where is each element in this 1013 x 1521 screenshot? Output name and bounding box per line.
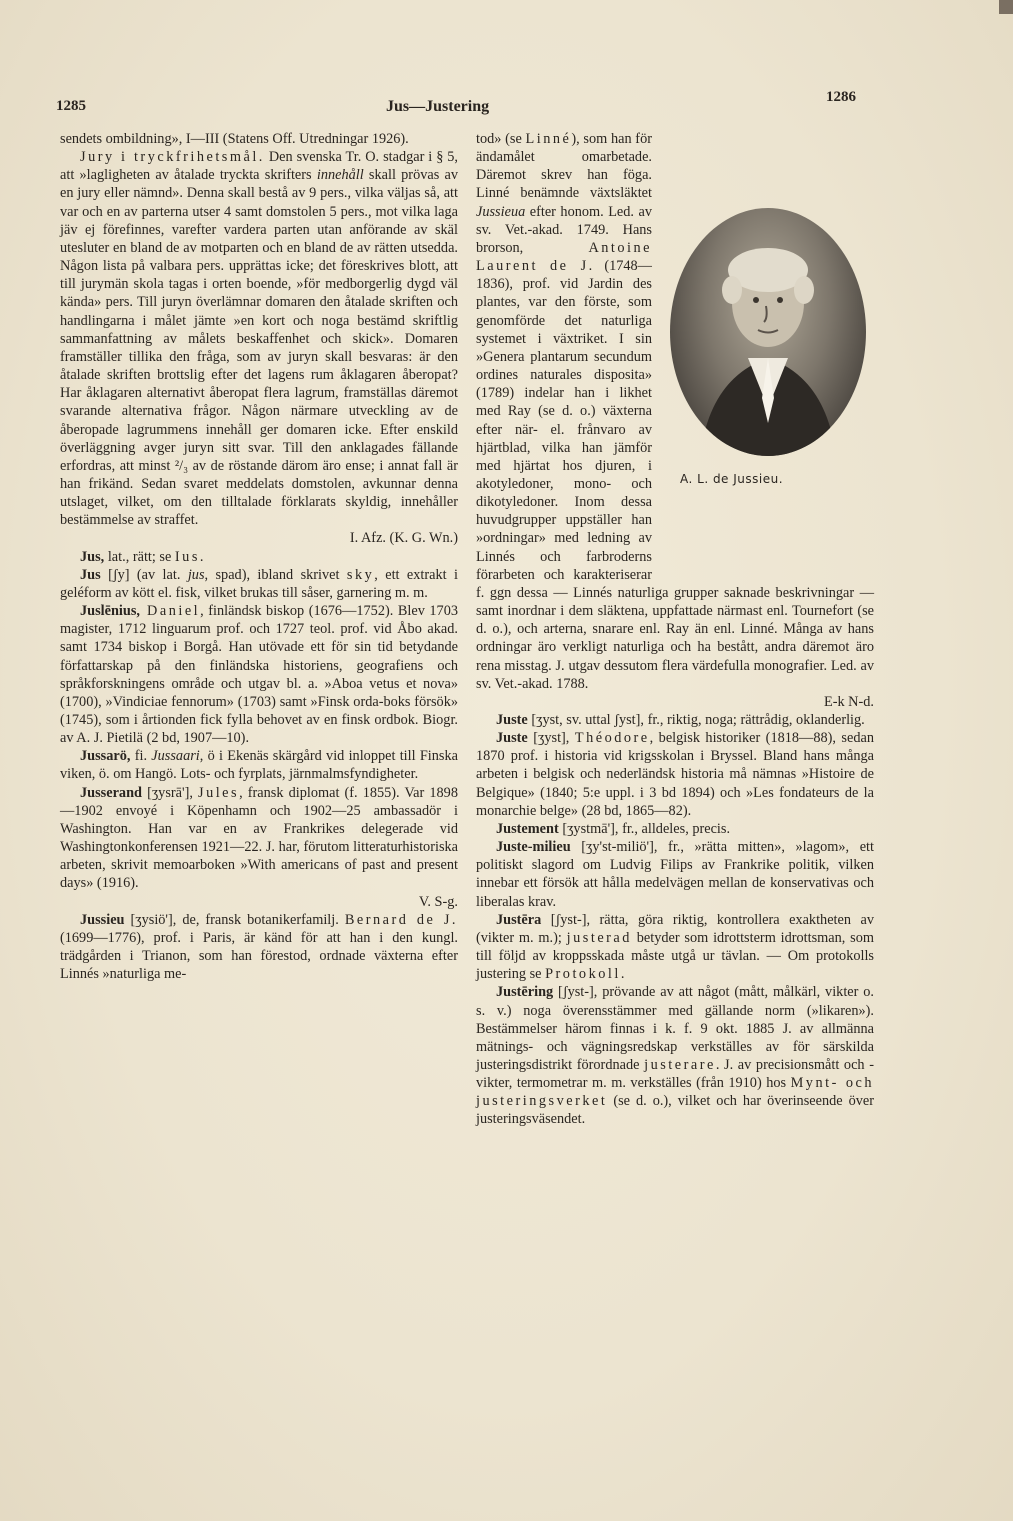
entry-jus-1: Jus, lat., rätt; se Ius. bbox=[80, 548, 204, 565]
entry-jus-2: Jus [ʃy] (av lat. jus, spad), ibland skrivet sky, ett extrakt i geléform av kött el. fisk, vilket brukas till såser, garnering m. m. bbox=[60, 566, 458, 601]
entry-juste-2: Juste [ʒyst], Théodore, belgisk historiker (1818—88), sedan 1870 prof. i historia vid krigsskolan i Bryssel. Bland hans många arbeten i belgisk och nederländsk historia må nämnas »Histoire de Belgique» (1840; 5:e uppl. i 3 bd 1894) och »Les fondateurs de la monarchie belge» (28 bd, 1865—82). bbox=[476, 730, 874, 819]
headword: Jus bbox=[80, 566, 101, 583]
right-column bbox=[476, 130, 874, 1129]
cross-reference: Protokoll bbox=[545, 966, 621, 983]
cross-reference: Ius bbox=[174, 548, 200, 565]
author-signature: I. Afz. (K. G. Wn.) bbox=[349, 530, 458, 547]
headword: Juste bbox=[496, 712, 528, 728]
page-title: Jus—Justering bbox=[386, 98, 490, 115]
headword: Jusserand bbox=[80, 784, 142, 801]
entry-justement: Justement [ʒystmā'], fr., alldeles, precis. bbox=[496, 820, 731, 837]
paragraph-continuation: tod» (se Linné), som han för ändamålet omarbetade. Däremot skrev han föga. Linné benämnde växtsläktet Jussieua efter honom. Led. av sv. Vet.-akad. 1749. Hans brorson, Antoine Laurent de J. (1748—1836), prof. vid Jardin des plantes, var den förste, som genomförde det naturliga systemet i växtriket. I sin »Genera plantarum secundum ordines naturales disposita» (1789) indelar han i likhet med Ray (se d. o.) växterna efter när- el. frånvaro av hjärtblad, vilka han jämför med hjärtat hos djuren, i akotyledoner, mono- och dikotyledoner. Inom dessa huvudgrupper uppställer han »ordningar» med ledning av Linnés och farbroderns förarbeten och karakteriserar f. ggn dessa — Linnés naturliga grupper saknade beskrivningar — samt inordnar i dem släktena, uppfattade närmast enl. Tournefort (se d. o.), och arterna, snarare enl. Ray än enl. Linné. Många av hans ordningar äro verkligt naturliga och ha bestått, andra däremot äro rena misstag. J. utgav dessutom flera värdefulla monografier. Led. av sv. Vet.-akad. 1788. E-k N-d. bbox=[476, 131, 874, 710]
headword: Juslēnius, bbox=[80, 603, 140, 620]
entry-jussaro: Jussarö, fi. Jussaari, ö i Ekenäs skärgård vid inloppet till Finska viken, ö. om Hangö. Lots- och fyrplats, järnmalmsfyndigheter. bbox=[60, 748, 458, 783]
left-column bbox=[60, 130, 458, 983]
portrait-caption: A. L. de Jussieu. bbox=[680, 472, 784, 486]
entry-jusserand: Jusserand [ʒysrā'], Jules, fransk diplomat (f. 1855). Var 1898—1902 envoyé i Köpenhamn och 1902—25 ambassadör i Washington. Han var en av Frankrikes delegerade vid Washingtonkonferensen 1921—22. J. har, förutom litteraturhistoriska arbeten, skrivit memoarboken »With americans of past and present days» (1916). V. S-g. bbox=[60, 784, 458, 910]
entry-juste-1: Juste [ʒyst, sv. uttal ʃyst], fr., riktig, noga; rättrådig, oklanderlig. bbox=[496, 712, 865, 728]
headword: Juste-milieu bbox=[496, 839, 571, 856]
entry-jussieu: Jussieu [ʒysiö'], de, fransk botanikerfamilj. Bernard de J. (1699—1776), prof. i Paris, är känd för att han i den kungl. trädgården i Trianon, som han förestod, ordnade växterna efter Linnés »naturliga me- bbox=[60, 911, 458, 983]
page-number-right: 1286 bbox=[826, 89, 856, 105]
paragraph-continuation: sendets ombildning», I—III (Statens Off. Utredningar 1926). bbox=[60, 131, 409, 147]
headword: Jury i tryckfrihetsmål. bbox=[80, 149, 265, 166]
entry-juste-milieu: Juste-milieu [ʒy'st-miliö'], fr., »rätta mitten», »lagom», ett politiskt slagord om Ludvig Filips av Frankrike politik, vilken innebar ett försök att hålla medelvägen mellan de konservativas och liberalas krav. bbox=[476, 839, 874, 910]
headword: Jussarö, bbox=[80, 748, 131, 765]
running-header bbox=[56, 89, 876, 119]
author-signature: E-k N-d. bbox=[823, 693, 874, 710]
entry-justering: Justēring [ʃyst-], prövande av att något (mått, målkärl, vikter o. s. v.) noga överensstämmer med gällande norm (»likaren»). Bestämmelser härom finnas i k. f. 9 okt. 1885 J. av allmänna mätnings- och vägningsredskap verkställes av för särskilda justeringsdistrikt förordnade justerare. J. av precisionsmått och -vikter, termometrar m. m. verkställes (från 1910) hos Mynt- och justeringsverket (se d. o.), vilket och har överinseende över justeringsväsendet. bbox=[476, 984, 874, 1128]
headword: Justēra bbox=[496, 911, 542, 928]
portrait-figure bbox=[664, 208, 874, 574]
portrait-image bbox=[670, 208, 866, 456]
headword: Justement bbox=[496, 820, 559, 837]
entry-juslenius: Juslēnius, Daniel, finländsk biskop (1676—1752). Blev 1703 magister, 1712 linguarum prof. och 1727 teol. prof. vid Åbo akad. samt 1734 biskop i Borgå. Han utövade ett för sin tid betydande författarskap på den finländska historiens, geografiens och språkforskningens område och utgav bl. a. »Aboa vetus et nova» (1700), »Vindiciae fennorum» (1703) samt »Finsk orda-boks försök» (1745), som i årtionden fick fylla behovet av en finsk ordbok. Biogr. av A. J. Pietilä (2 bd, 1907—10). bbox=[60, 603, 459, 747]
entry-jury: Jury i tryckfrihetsmål. Den svenska Tr. O. stadgar i § 5, att »lagligheten av åtalade tryckta skrifters innehåll skall prövas av en jury eller nämnd». Denna skall bestå av 9 pers., vilka väljas så, att var och en av parterna utser 4 samt domstolen 5 pers., mot vilka laga jäv ej förefinnes, varefter vardera parten utan anförande av skäl utesluter en bland de av motparten och en bland de av rätten utsedda. Någon lista på valbara pers. upprättas icke; det föreskrives blott, att till jurymän skola tagas i orten boende, »för medborgerlig dygd väl kända» pers. Till juryn överlämnar domaren den åtalade skriften och handlingarna i målet jämte »en kort och noga bestämd skriftlig sammanfattning av målets beskaffenhet och skick». Domaren framställer tillika den fråga, som av juryn skall besvaras: är den åtalade skriften brottslig efter det lagens rum åklagaren åberopat? Har åklagaren alternativt åberopat flera lagrum, framställas däremot svarande alternativa frågor. Någon närmare utveckling av de åberopade lagrummens innehåll ger domaren icke. Efter enskild överläggning avger juryn sitt svar. Till den anklagades fällande erfordras, att minst ²/₃ av de röstande därom äro ense; i annat fall är han frikänd. Sedan svaret meddelats domstolen, avkunnar denna utslaget, vilket, om den tilltalade förklarats skyldig, innehåller bestämmelse av straffet. I. Afz. (K. G. Wn.) bbox=[60, 149, 459, 547]
page-number-left: 1285 bbox=[56, 98, 86, 114]
headword: Jus, bbox=[80, 548, 105, 565]
portrait-illustration bbox=[670, 208, 866, 456]
headword: Jussieu bbox=[80, 911, 125, 928]
headword: Justēring bbox=[496, 984, 554, 1001]
headword: Juste bbox=[496, 730, 528, 747]
entry-justera: Justēra [ʃyst-], rätta, göra riktig, kontrollera exaktheten av (vikter m. m.); justerad betyder som idrottsterm idrottsman, som till följd av kroppsskada måste utgå ur tävlan. — Om protokolls justering se Protokoll. bbox=[476, 911, 874, 983]
corner-mark bbox=[999, 0, 1013, 14]
author-signature: V. S-g. bbox=[418, 893, 458, 910]
cross-reference: Mynt- och justeringsverket bbox=[476, 1075, 874, 1110]
